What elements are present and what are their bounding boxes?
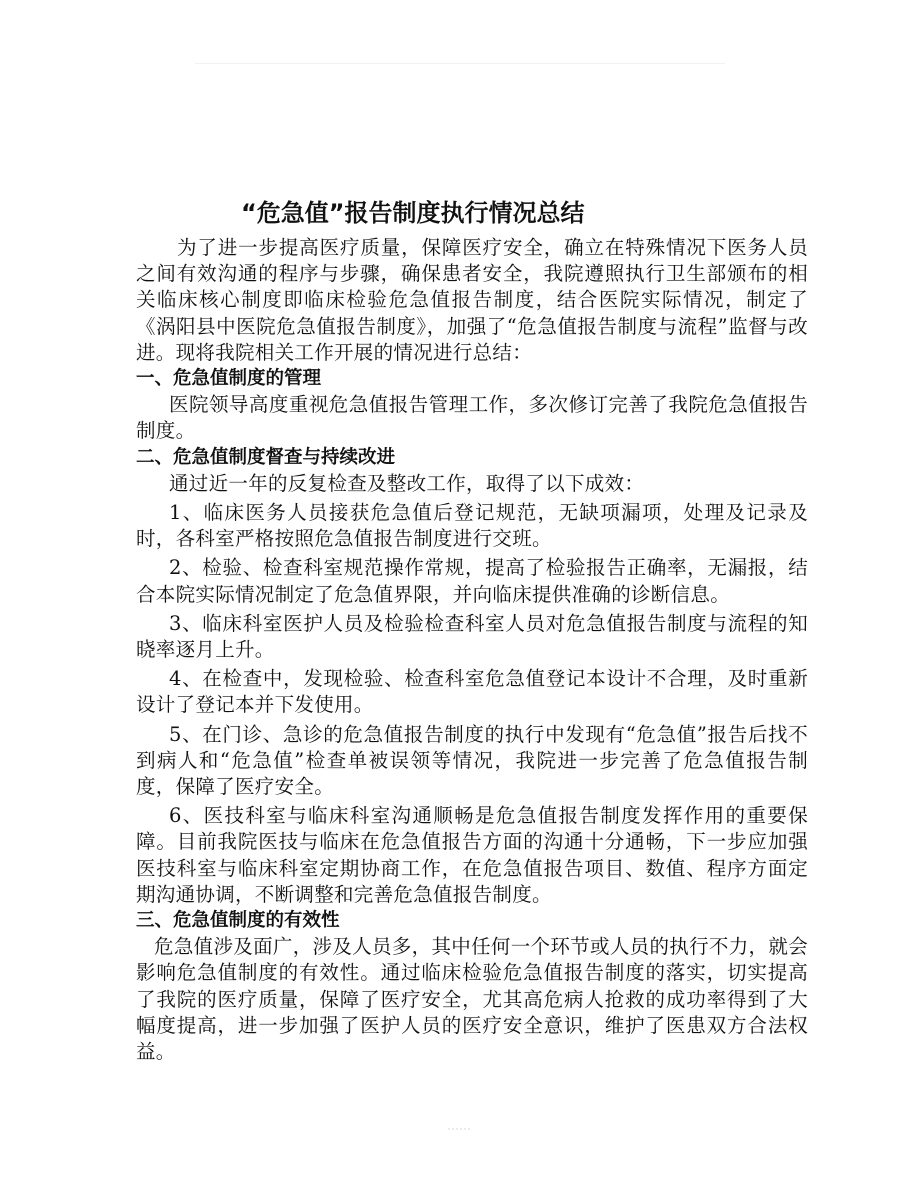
list-item-6: 6、医技科室与临床科室沟通顺畅是危急值报告制度发挥作用的重要保障。目前我院医技与临床在危急值报告方面的沟通十分通畅，下一步应加强医技科室与临床科室定期协商工作，在危急值报告项目、数值、程序方面定期沟通协调，不断调整和完善危急值报告制度。: [136, 804, 808, 906]
section-heading-effectiveness: 三、危急值制度的有效性: [136, 910, 340, 932]
page-footer-mark: [448, 1128, 470, 1130]
section-management-paragraph: 医院领导高度重视危急值报告管理工作，多次修订完善了我院危急值报告制度。: [136, 393, 808, 443]
list-item-3: 3、临床科室医护人员及检验检查科室人员对危急值报告制度与流程的知晓率逐月上升。: [136, 611, 808, 662]
list-item-5: 5、在门诊、急诊的危急值报告制度的执行中发现有“危急值”报告后找不到病人和“危急值”检查单被误领等情况，我院进一步完善了危急值报告制度，保障了医疗安全。: [136, 722, 808, 799]
section-supervision-lead: 通过近一年的反复检查及整改工作，取得了以下成效：: [169, 471, 645, 495]
section-effectiveness-paragraph: 危急值涉及面广，涉及人员多，其中任何一个环节或人员的执行不力，就会影响危急值制度的有效性。通过临床检验危急值报告制度的落实，切实提高了我院的医疗质量，保障了医疗安全，尤其高危病人抢救的成功率得到了大幅度提高，进一步加强了医护人员的医疗安全意识，维护了医患双方合法权益。: [136, 935, 808, 1064]
list-item-1: 1、临床医务人员接获危急值后登记规范，无缺项漏项，处理及记录及时，各科室严格按照危急值报告制度进行交班。: [136, 501, 808, 551]
document-page: [136, 195, 808, 1065]
list-item-2: 2、检验、检查科室规范操作常规，提高了检验报告正确率，无漏报，结合本院实际情况制定了危急值界限，并向临床提供准确的诊断信息。: [136, 556, 808, 606]
intro-paragraph: 为了进一步提高医疗质量，保障医疗安全，确立在特殊情况下医务人员之间有效沟通的程序与步骤，确保患者安全，我院遵照执行卫生部颁布的相关临床核心制度即临床检验危急值报告制度，结合医院实际情况，制定了《涡阳县中医院危急值报告制度》，加强了“危急值报告制度与流程”监督与改进。现将我院相关工作开展的情况进行总结：: [136, 236, 808, 364]
document-title: “危急值”报告制度执行情况总结: [241, 199, 585, 227]
list-item-4: 4、在检查中，发现检验、检查科室危急值登记本设计不合理，及时重新设计了登记本并下发使用。: [136, 667, 808, 717]
section-heading-management: 一、危急值制度的管理: [136, 368, 322, 390]
page-header-rule: [195, 63, 725, 64]
section-heading-supervision: 二、危急值制度督查与持续改进: [136, 446, 396, 468]
